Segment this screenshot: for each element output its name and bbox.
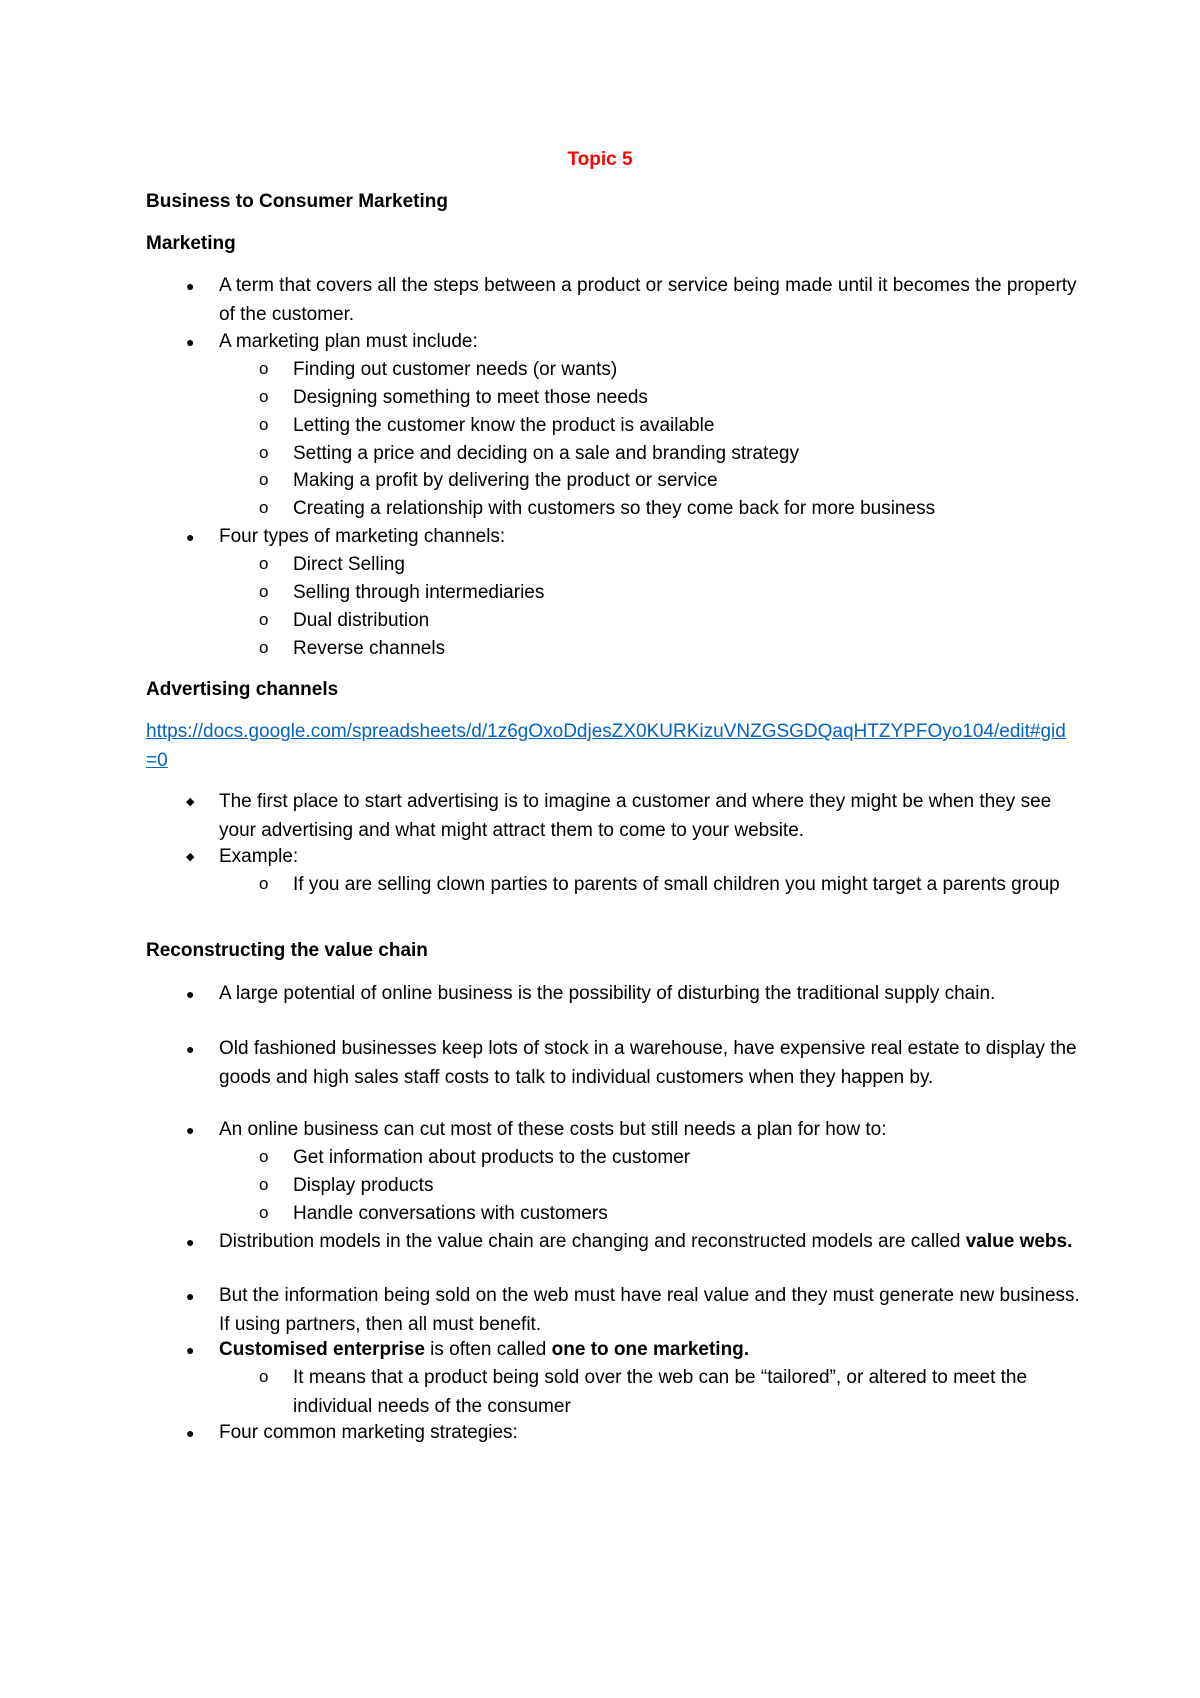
list-item-text — [219, 1227, 1089, 1256]
sub-list-item-text: Get information about products to the customer — [293, 1147, 691, 1168]
bullet-icon: ● — [186, 986, 195, 1002]
sub-list-item-text: Setting a price and deciding on a sale and branding strategy — [293, 443, 799, 464]
bullet-icon: ● — [186, 278, 195, 294]
sub-list-item-text: Letting the customer know the product is available — [293, 415, 715, 436]
sub-list-item-text: Designing something to meet those needs — [293, 387, 648, 408]
list-item-text — [219, 1335, 1089, 1364]
list-item-text: Four types of marketing channels: — [219, 526, 506, 547]
sub-bullet-icon: o — [259, 443, 269, 462]
sub-bullet-icon: o — [259, 359, 269, 378]
list-item-text: A large potential of online business is the possibility of disturbing the traditional supply chain. — [219, 983, 996, 1004]
sub-bullet-icon: o — [259, 1203, 269, 1222]
sub-list-item-text: Direct Selling — [293, 554, 405, 575]
bullet-icon: ● — [186, 1041, 195, 1057]
sub-bullet-icon: o — [259, 582, 269, 601]
document-title: Business to Consumer Marketing — [146, 191, 448, 212]
sub-list-item-text: Selling through intermediaries — [293, 582, 545, 603]
sub-list-item-text: Handle conversations with customers — [293, 1203, 608, 1224]
sub-bullet-icon: o — [259, 554, 269, 573]
sub-bullet-icon: o — [259, 874, 269, 893]
topic-title: Topic 5 — [567, 149, 633, 170]
sub-list-item-text: Reverse channels — [293, 638, 446, 659]
bullet-icon: ● — [186, 1122, 195, 1138]
customised-enterprise-text: is often called — [424, 1339, 552, 1360]
list-item-text: But the information being sold on the web must have real value and they must generate new business. If using partners, then all must benefit. — [219, 1285, 1080, 1335]
value-webs-term: value webs. — [965, 1231, 1073, 1252]
sub-bullet-icon: o — [259, 638, 269, 657]
sub-bullet-icon: o — [259, 470, 269, 489]
list-item-text: A term that covers all the steps between a product or service being made until it becomes the property of the customer. — [219, 275, 1077, 325]
section-heading-marketing: Marketing — [146, 233, 236, 254]
bullet-icon: ● — [186, 1288, 195, 1304]
section-heading-advertising: Advertising channels — [146, 679, 339, 700]
bullet-icon: ◆ — [186, 796, 195, 808]
bullet-icon: ● — [186, 334, 195, 350]
sub-list-item-text: It means that a product being sold over the web can be “tailored”, or altered to meet the individual needs of the consumer — [293, 1367, 1028, 1417]
list-item-text: The first place to start advertising is to imagine a customer and where they might be when they see your advertising and what might attract them to come to your website. — [219, 791, 1052, 841]
sub-bullet-icon: o — [259, 610, 269, 629]
spreadsheet-link[interactable]: https://docs.google.com/spreadsheets/d/1z6gOxoDdjesZX0KURKizuVNZGSGDQaqHTZYPFOyo104/edit#gid=0 — [146, 721, 1066, 771]
sub-bullet-icon: o — [259, 1147, 269, 1166]
list-item-text: Old fashioned businesses keep lots of stock in a warehouse, have expensive real estate to display the goods and high sales staff costs to talk to individual customers when they happen by. — [219, 1038, 1077, 1088]
section-heading-value-chain: Reconstructing the value chain — [146, 940, 428, 961]
customised-enterprise-term: Customised enterprise — [219, 1339, 425, 1360]
sub-list-item-text: Creating a relationship with customers so they come back for more business — [293, 498, 936, 519]
sub-bullet-icon: o — [259, 387, 269, 406]
sub-bullet-icon: o — [259, 498, 269, 517]
sub-list-item-text: Display products — [293, 1175, 434, 1196]
bullet-icon: ● — [186, 1342, 195, 1358]
bullet-icon: ◆ — [186, 851, 195, 863]
sub-list-item-text: Making a profit by delivering the product or service — [293, 470, 718, 491]
sub-bullet-icon: o — [259, 1367, 269, 1386]
bullet-icon: ● — [186, 1425, 195, 1441]
bullet-icon: ● — [186, 1234, 195, 1250]
sub-list-item-text: Dual distribution — [293, 610, 430, 631]
list-item-text: Example: — [219, 846, 299, 867]
sub-list-item-text: Finding out customer needs (or wants) — [293, 359, 618, 380]
list-item-text: An online business can cut most of these costs but still needs a plan for how to: — [219, 1119, 887, 1140]
sub-bullet-icon: o — [259, 415, 269, 434]
bullet-icon: ● — [186, 529, 195, 545]
list-item-text: A marketing plan must include: — [219, 331, 478, 352]
list-item-text: Four common marketing strategies: — [219, 1422, 518, 1443]
one-to-one-marketing-term: one to one marketing. — [551, 1339, 750, 1360]
sub-bullet-icon: o — [259, 1175, 269, 1194]
sub-list-item-text: If you are selling clown parties to parents of small children you might target a parents group — [293, 874, 1060, 895]
value-webs-text: Distribution models in the value chain are changing and reconstructed models are called — [219, 1231, 966, 1252]
